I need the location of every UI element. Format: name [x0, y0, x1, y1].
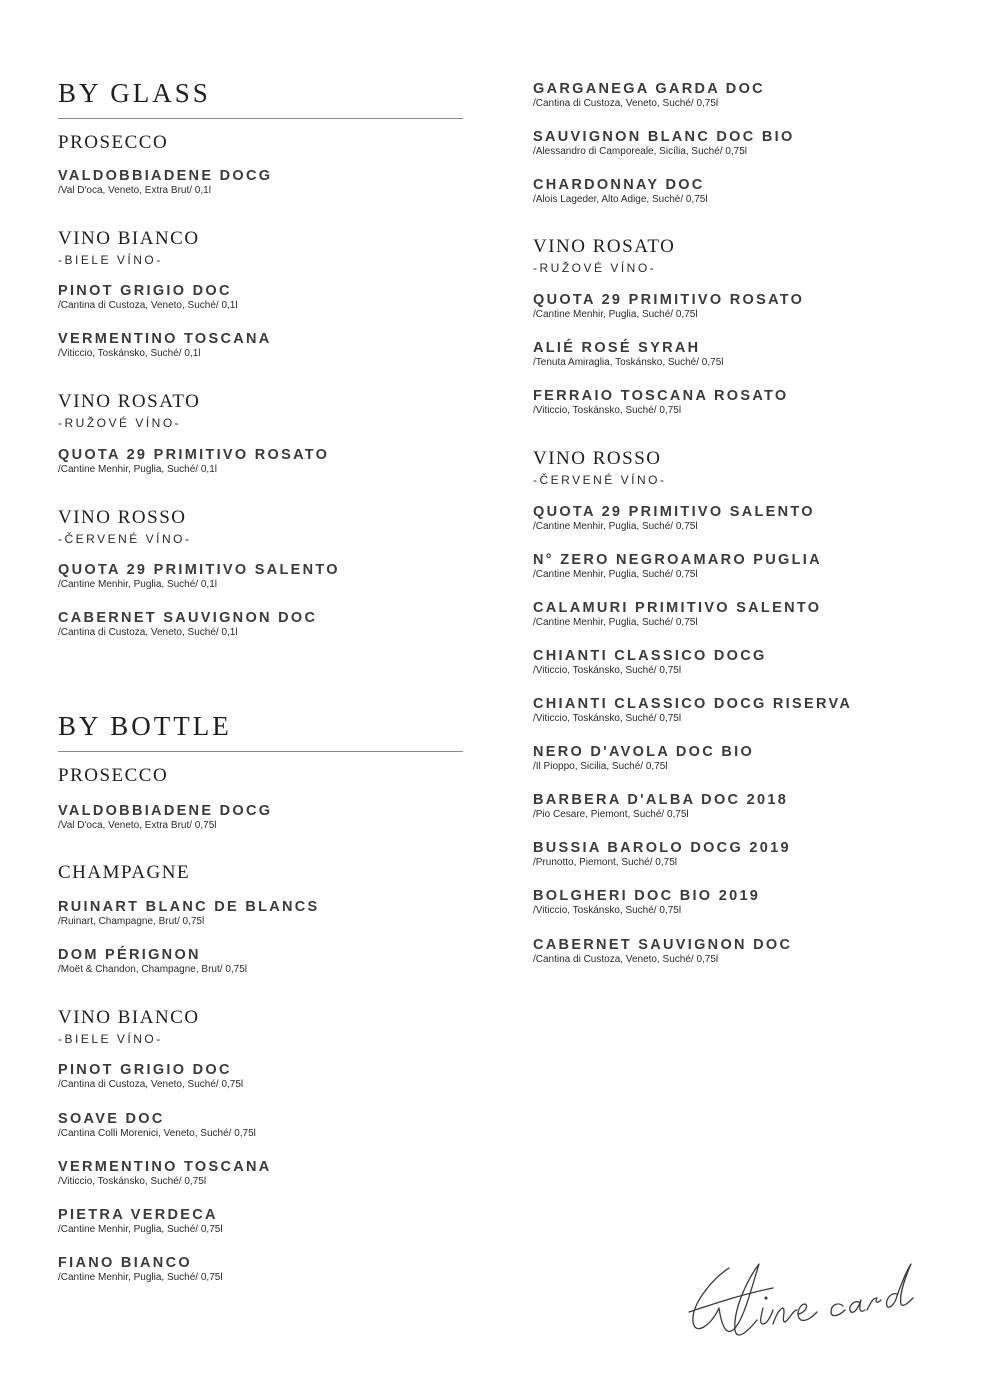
wine-name: PIETRA VERDECA [58, 1207, 218, 1223]
wine-name: NERO D'AVOLA DOC BIO [533, 744, 755, 760]
wine-detail: /Viticcio, Toskánsko, Suché/ 0,75l [533, 713, 682, 724]
wine-name: QUOTA 29 PRIMITIVO ROSATO [533, 292, 805, 308]
wine-item [58, 283, 238, 312]
wine-name: SOAVE DOC [58, 1111, 165, 1127]
wine-name: QUOTA 29 PRIMITIVO SALENTO [58, 562, 340, 578]
wine-detail: /Alessandro di Camporeale, Sicília, Suché/ 0,75l [533, 146, 748, 157]
wine-detail: /Alois Lageder, Alto Adige, Suché/ 0,75l [533, 194, 708, 205]
wine-detail: /Cantine Menhir, Puglia, Suché/ 0,75l [533, 521, 698, 532]
bottle-vino-bianco-heading: VINO BIANCO [58, 1007, 200, 1028]
wine-item [58, 562, 340, 591]
wine-item [58, 331, 272, 360]
wine-item [58, 947, 247, 976]
wine-name: PINOT GRIGIO DOC [58, 283, 232, 299]
wine-item [58, 899, 320, 928]
wine-item [58, 1111, 256, 1140]
wine-item [58, 610, 317, 639]
wine-item [533, 696, 852, 725]
by-bottle-heading: BY BOTTLE [58, 711, 463, 752]
wine-item [533, 129, 795, 158]
wine-detail: /Viticcio, Toskánsko, Suché/ 0,75l [533, 405, 682, 416]
wine-name: BARBERA D'ALBA DOC 2018 [533, 792, 789, 808]
wine-detail: /Moët & Chandon, Champagne, Brut/ 0,75l [58, 964, 248, 975]
wine-name: CHARDONNAY DOC [533, 177, 705, 193]
wine-detail: /Viticcio, Toskánsko, Suché/ 0,75l [533, 665, 682, 676]
wine-detail: /Il Pioppo, Sicilia, Suché/ 0,75l [533, 761, 668, 772]
wine-name: CALAMURI PRIMITIVO SALENTO [533, 600, 822, 616]
wine-name: CHIANTI CLASSICO DOCG RISERVA [533, 696, 853, 712]
wine-name: VALDOBBIADENE DOCG [58, 168, 273, 184]
wine-item [58, 447, 329, 476]
wine-detail: /Viticcio, Toskánsko, Suché/ 0,75l [58, 1176, 207, 1187]
wine-name: VALDOBBIADENE DOCG [58, 803, 273, 819]
wine-name: CABERNET SAUVIGNON DOC [533, 937, 793, 953]
wine-detail: /Cantine Menhir, Puglia, Suché/ 0,1l [58, 579, 217, 590]
wine-item [533, 744, 754, 773]
wine-name: QUOTA 29 PRIMITIVO ROSATO [58, 447, 330, 463]
wine-item [533, 81, 765, 110]
wine-item [58, 1159, 272, 1188]
bottle-vino-rosato-heading: VINO ROSATO [533, 236, 676, 257]
wine-item [533, 937, 792, 966]
wine-name: ALIÉ ROSÉ SYRAH [533, 340, 701, 356]
wine-item [58, 1062, 243, 1091]
wine-detail: /Viticcio, Toskánsko, Suché/ 0,1l [58, 348, 201, 359]
wine-item [533, 340, 723, 369]
wine-detail: /Pio Cesare, Piemont, Suché/ 0,75l [533, 809, 689, 820]
wine-detail: /Cantine Menhir, Puglia, Suché/ 0,1l [58, 464, 217, 475]
wine-name: VERMENTINO TOSCANA [58, 331, 272, 347]
wine-name: FERRAIO TOSCANA ROSATO [533, 388, 789, 404]
glass-vino-bianco-subtitle: -BIELE VÍNO- [58, 253, 163, 267]
wine-detail: /Cantina di Custoza, Veneto, Suché/ 0,1l [58, 627, 238, 638]
wine-item [533, 648, 767, 677]
wine-item [58, 1207, 223, 1236]
wine-item [58, 803, 272, 832]
wine-name: BUSSIA BAROLO DOCG 2019 [533, 840, 791, 856]
wine-name: QUOTA 29 PRIMITIVO SALENTO [533, 504, 815, 520]
wine-item [533, 504, 815, 533]
glass-vino-rosato-heading: VINO ROSATO [58, 391, 201, 412]
glass-prosecco-heading: PROSECCO [58, 132, 169, 153]
wine-detail: /Cantina di Custoza, Veneto, Suché/ 0,75l [533, 954, 719, 965]
wine-detail: /Ruinart, Champagne, Brut/ 0,75l [58, 916, 205, 927]
wine-detail: /Viticcio, Toskánsko, Suché/ 0,75l [533, 905, 682, 916]
wine-item [533, 388, 789, 417]
wine-name: RUINART BLANC DE BLANCS [58, 899, 320, 915]
glass-vino-rosso-heading: VINO ROSSO [58, 507, 187, 528]
wine-item [533, 888, 760, 917]
wine-detail: /Cantina di Custoza, Veneto, Suché/ 0,75l [533, 98, 719, 109]
wine-name: VERMENTINO TOSCANA [58, 1159, 272, 1175]
wine-name: FIANO BIANCO [58, 1255, 192, 1271]
wine-name: DOM PÉRIGNON [58, 947, 201, 963]
wine-item [533, 177, 708, 206]
wine-detail: /Cantine Menhir, Puglia, Suché/ 0,75l [533, 617, 698, 628]
wine-detail: /Cantina di Custoza, Veneto, Suché/ 0,75l [58, 1079, 244, 1090]
wine-name: SAUVIGNON BLANC DOC BIO [533, 129, 795, 145]
bottle-vino-bianco-subtitle: -BIELE VÍNO- [58, 1032, 163, 1046]
wine-detail: /Cantina di Custoza, Veneto, Suché/ 0,1l [58, 300, 238, 311]
glass-vino-bianco-heading: VINO BIANCO [58, 228, 200, 249]
bottle-champagne-heading: CHAMPAGNE [58, 862, 191, 883]
wine-detail: /Cantine Menhir, Puglia, Suché/ 0,75l [58, 1272, 223, 1283]
wine-detail: /Cantine Menhir, Puglia, Suché/ 0,75l [533, 569, 698, 580]
wine-name: N° ZERO NEGROAMARO PUGLIA [533, 552, 822, 568]
wine-detail: /Cantine Menhir, Puglia, Suché/ 0,75l [58, 1224, 223, 1235]
wine-detail: /Cantina Colli Morenici, Veneto, Suché/ 0,75l [58, 1128, 256, 1139]
wine-detail: /Val D'oca, Veneto, Extra Brut/ 0,75l [58, 820, 217, 831]
wine-item [58, 1255, 223, 1284]
bottle-vino-rosso-subtitle: -ČERVENÉ VÍNO- [533, 473, 667, 487]
wine-item [58, 168, 272, 197]
by-glass-heading: BY GLASS [58, 78, 463, 119]
wine-name: PINOT GRIGIO DOC [58, 1062, 232, 1078]
glass-vino-rosso-subtitle: -ČERVENÉ VÍNO- [58, 532, 192, 546]
wine-detail: /Val D'oca, Veneto, Extra Brut/ 0,1l [58, 185, 211, 196]
wine-item [533, 792, 788, 821]
wine-item [533, 840, 791, 869]
bottle-prosecco-heading: PROSECCO [58, 765, 169, 786]
wine-detail: /Cantine Menhir, Puglia, Suché/ 0,75l [533, 309, 698, 320]
wine-detail: /Tenuta Amiraglia, Toskánsko, Suché/ 0,75l [533, 357, 724, 368]
wine-item [533, 292, 804, 321]
wine-name: CABERNET SAUVIGNON DOC [58, 610, 318, 626]
wine-item [533, 552, 822, 581]
wine-name: GARGANEGA GARDA DOC [533, 81, 765, 97]
bottle-vino-rosso-heading: VINO ROSSO [533, 448, 662, 469]
wine-item [533, 600, 821, 629]
wine-detail: /Prunotto, Piemont, Suché/ 0,75l [533, 857, 677, 868]
wine-name: CHIANTI CLASSICO DOCG [533, 648, 767, 664]
wine-name: BOLGHERI DOC BIO 2019 [533, 888, 761, 904]
bottle-vino-rosato-subtitle: -RUŽOVÉ VÍNO- [533, 261, 657, 275]
glass-vino-rosato-subtitle: -RUŽOVÉ VÍNO- [58, 416, 182, 430]
wine-card-signature [683, 1250, 943, 1350]
